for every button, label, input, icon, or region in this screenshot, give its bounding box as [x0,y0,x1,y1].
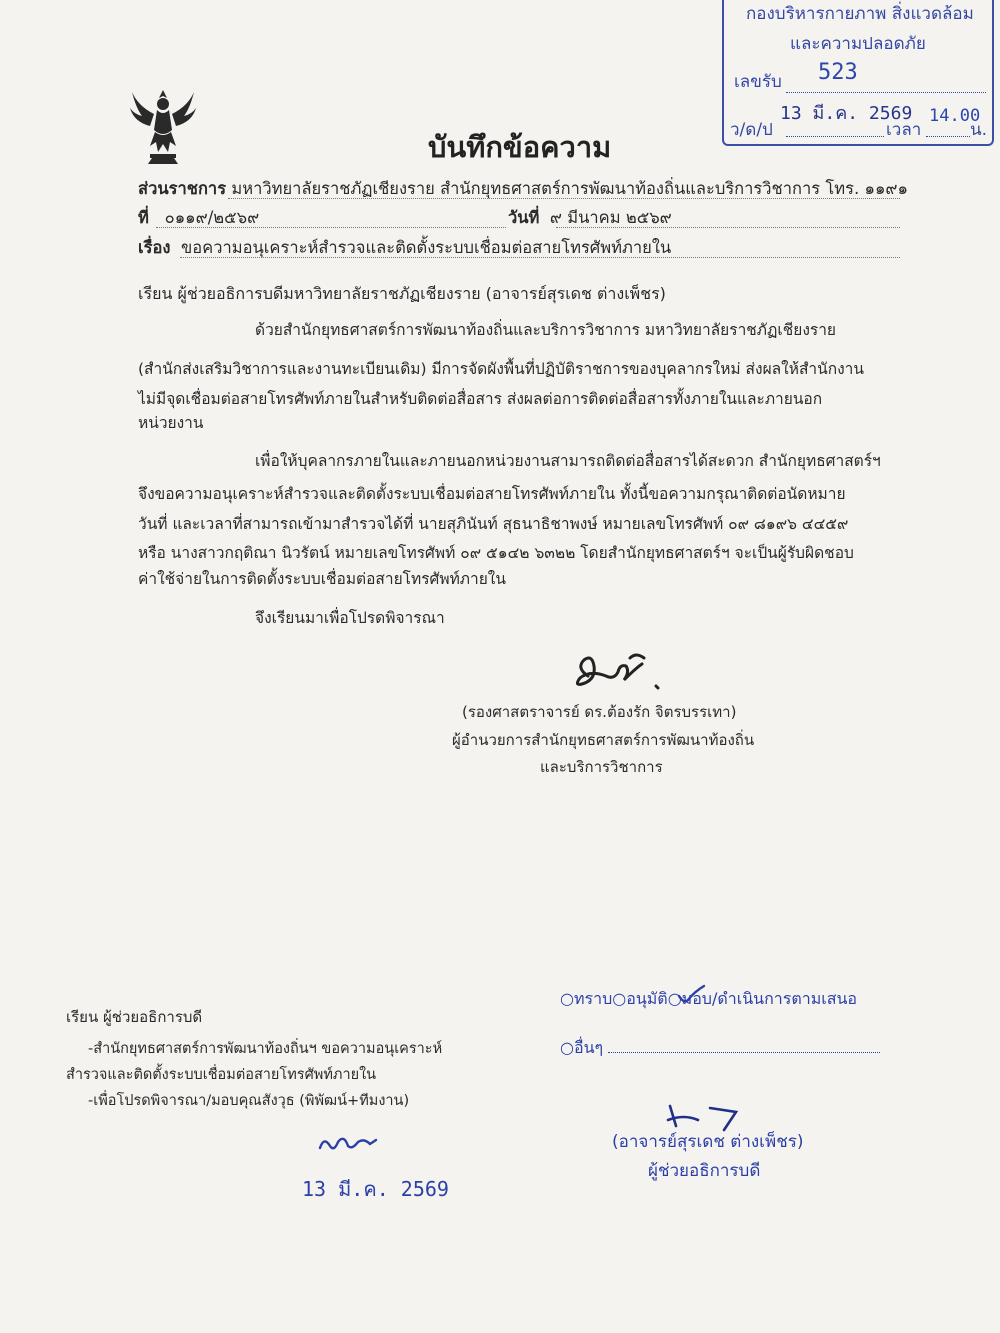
signer-position-2: และบริการวิชาการ [540,758,663,776]
date-value: ๙ มีนาคม ๒๕๖๙ [549,208,672,227]
director-signature-icon [570,650,670,695]
receiving-stamp [722,0,994,146]
para2-line3: วันที่ และเวลาที่สามารถเข้ามาสำรวจได้ที่ นายสุภินันท์ สุธนาธิชาพงษ์ หมายเลขโทรศัพท์ ๐๙ ๘๑๙๖ ๔๔๕๙ [138,515,849,533]
check-mark-icon [676,984,706,1006]
para2-line5: ค่าใช้จ่ายในการติดตั้งระบบเชื่อมต่อสายโทรศัพท์ภายใน [138,570,506,588]
para1-line4: หน่วยงาน [138,414,204,432]
endorsement-line2: สำรวจและติดตั้งระบบเชื่อมต่อสายโทรศัพท์ภายใน [66,1067,377,1083]
stamp-time-label: เวลา [886,120,922,140]
closing-line: จึงเรียนมาเพื่อโปรดพิจารณา [255,609,445,627]
dept-value: มหาวิทยาลัยราชภัฏเชียงราย สำนักยุทธศาสตร์การพัฒนาท้องถิ่นและบริการวิชาการ โทร. ๑๑๙๑ [231,179,908,198]
stamp-time-unit: น. [970,120,988,140]
stamp-time-value: 14.00 [929,106,981,126]
endorsement-to: เรียน ผู้ช่วยอธิการบดี [66,1008,203,1026]
subject-label: เรื่อง [138,238,171,257]
signer-position-1: ผู้อำนวยการสำนักยุทธศาสตร์การพัฒนาท้องถิ่น [452,731,755,749]
dept-label: ส่วนราชการ [138,179,227,198]
signer-name: (รองศาสตราจารย์ ดร.ต้องรัก จิตรบรรเทา) [462,703,737,721]
para1-line3: ไม่มีจุดเชื่อมต่อสายโทรศัพท์ภายในสำหรับติดต่อสื่อสาร ส่งผลต่อการติดต่อสื่อสารทั้งภายในและภายนอก [138,390,823,408]
stamp-recv-no: 523 [818,60,858,85]
stamp-org-line1: กองบริหารกายภาพ สิ่งแวดล้อม [746,4,974,24]
garuda-emblem-icon [128,86,198,164]
stamp-date-value: 13 มี.ค. 2569 [780,103,913,124]
decision-options: ○ทราบ○อนุมัติ○มอบ/ดำเนินการตามเสนอ [560,989,858,1008]
para2-line2: จึงขอความอนุเคราะห์สำรวจและติดตั้งระบบเชื่อมต่อสายโทรศัพท์ภายใน ทั้งนี้ขอความกรุณาติดต่อนัดหมาย [138,485,846,503]
endorsement-line3: -เพื่อโปรดพิจารณา/มอบคุณสังวุธ (พิพัฒน์+ทีมงาน) [88,1093,410,1109]
decision-name: (อาจารย์สุรเดช ต่างเพ็ชร) [612,1132,804,1152]
decision-position: ผู้ช่วยอธิการบดี [648,1161,761,1181]
endorsement-line1: -สำนักยุทธศาสตร์การพัฒนาท้องถิ่นฯ ขอความอนุเคราะห์ [88,1041,443,1057]
para2-line1: เพื่อให้บุคลากรภายในและภายนอกหน่วยงานสามารถติดต่อสื่อสารได้สะดวก สำนักยุทธศาสตร์ฯ [255,452,881,470]
memo-title: บันทึกข้อความ [428,130,612,164]
ref-label: ที่ [138,208,149,227]
subject-value: ขอความอนุเคราะห์สำรวจและติดตั้งระบบเชื่อมต่อสายโทรศัพท์ภายใน [180,238,672,257]
decision-other: ○อื่นๆ [560,1038,604,1057]
date-label: วันที่ [508,208,540,227]
stamp-date-label: ว/ด/ป [730,120,773,140]
para1-line2: (สำนักส่งเสริมวิชาการและงานทะเบียนเดิม) มีการจัดผังพื้นที่ปฏิบัติราชการของบุคลากรใหม่ ส่งผลให้สำนักงาน [138,360,864,378]
stamp-org-line2: และความปลอดภัย [790,34,926,54]
stamp-recv-label: เลขรับ [734,72,782,92]
to-line: เรียน ผู้ช่วยอธิการบดีมหาวิทยาลัยราชภัฏเชียงราย (อาจารย์สุรเดช ต่างเพ็ชร) [138,284,666,303]
para1-line1: ด้วยสำนักยุทธศาสตร์การพัฒนาท้องถิ่นและบริการวิชาการ มหาวิทยาลัยราชภัฏเชียงราย [255,321,836,339]
endorsement-initials-icon [316,1128,380,1156]
endorsement-date-stamp: 13 มี.ค. 2569 [302,1177,449,1201]
para2-line4: หรือ นางสาวกฤติณา นิวรัตน์ หมายเลขโทรศัพท์ ๐๙ ๕๑๔๒ ๖๓๒๒ โดยสำนักยุทธศาสตร์ฯ จะเป็นผู้รับผิดชอบ [138,544,854,562]
ref-value: ๐๑๑๙/๒๕๖๙ [164,208,260,227]
